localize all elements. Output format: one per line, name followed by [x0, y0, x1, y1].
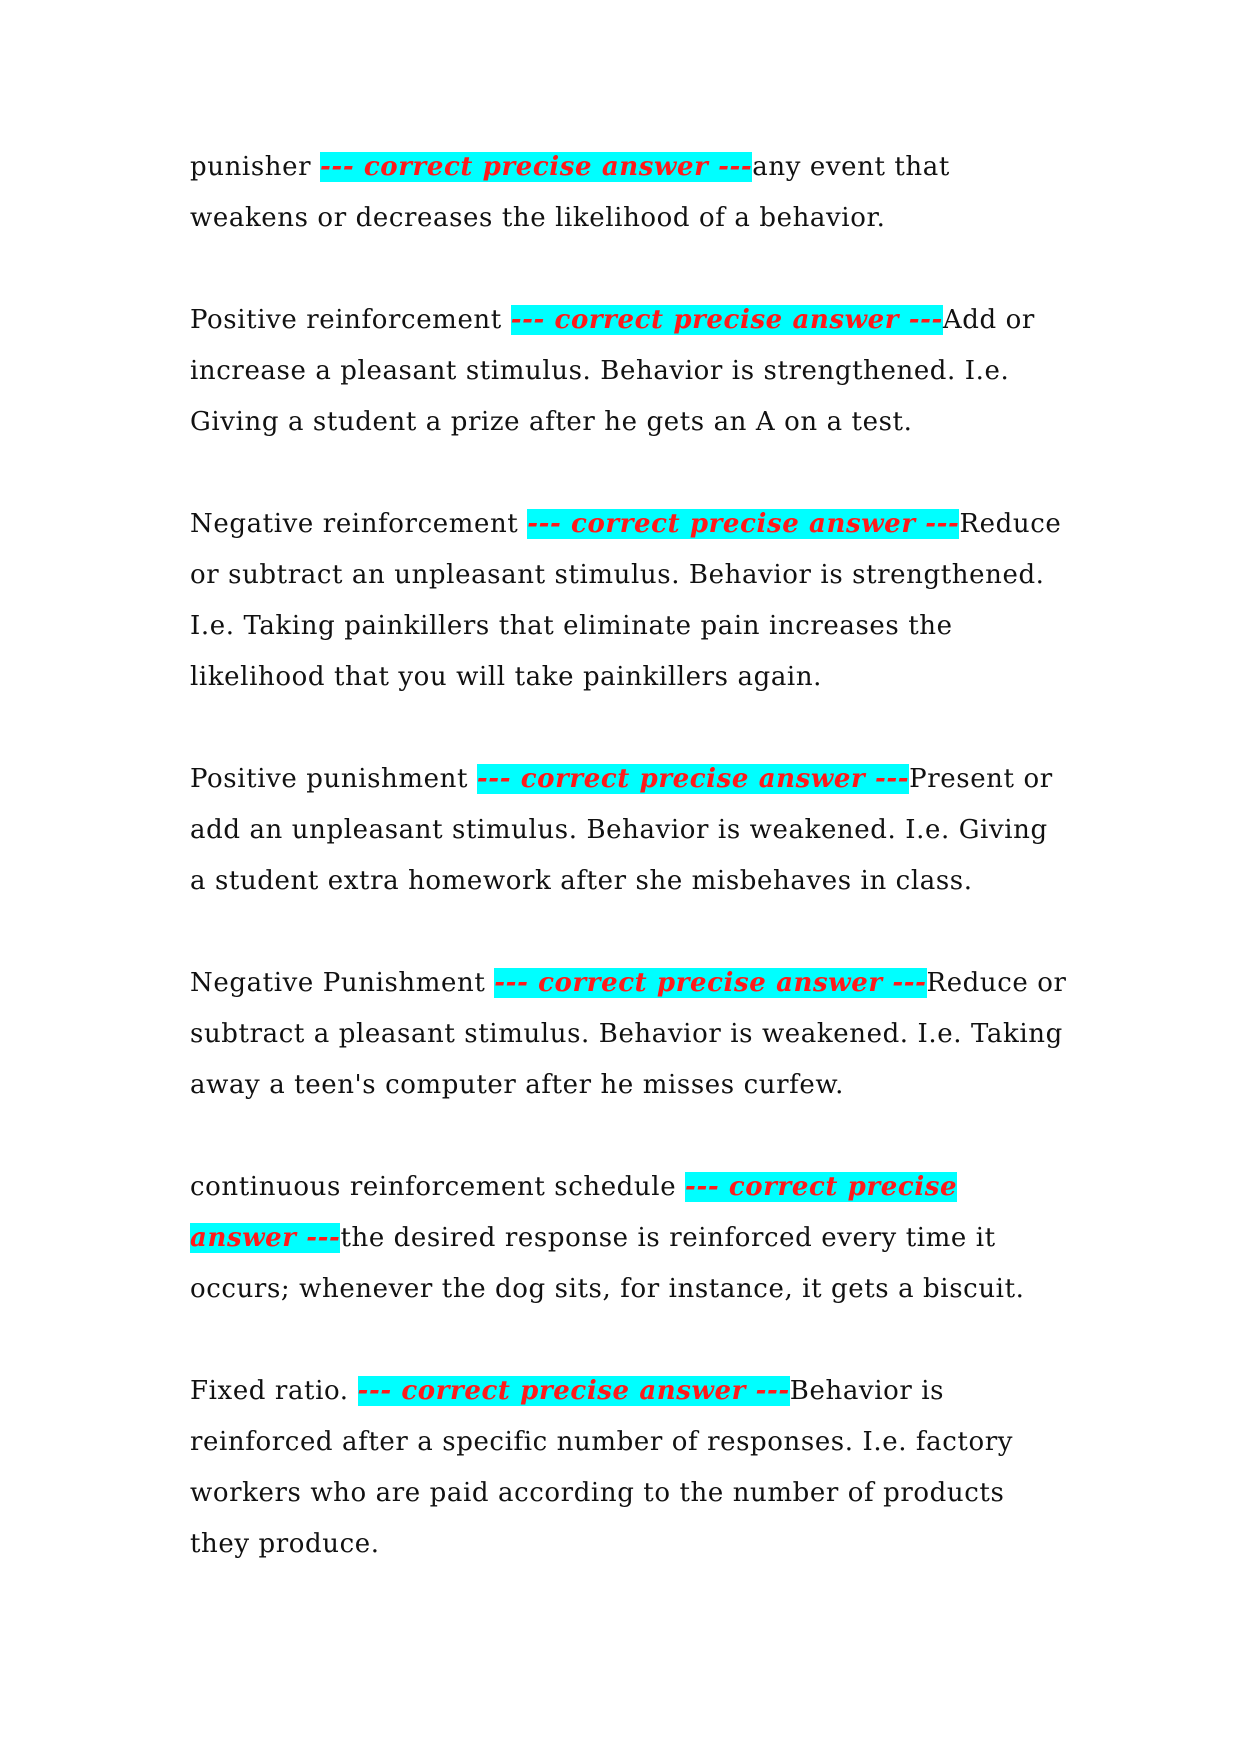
- definition: any event that weakens or decreases the likelihood of a behavior.: [190, 152, 950, 233]
- answer-highlight: --- correct precise answer ---: [320, 152, 753, 182]
- term: Negative Punishment: [190, 968, 495, 998]
- term: Fixed ratio.: [190, 1376, 358, 1406]
- answer-highlight: --- correct precise answer ---: [527, 509, 960, 539]
- term: punisher: [190, 152, 321, 182]
- answer-highlight: --- correct precise answer ---: [510, 305, 943, 335]
- flashcard-entry: [190, 1366, 1070, 1570]
- flashcard-entry: [190, 754, 1070, 907]
- definition: Reduce or subtract an unpleasant stimulus. Behavior is strengthened. I.e. Taking painkillers that eliminate pain increases the likelihood that you will take painkillers again.: [190, 509, 1062, 692]
- document-page: [190, 142, 1070, 1621]
- term: Positive reinforcement: [190, 305, 511, 335]
- flashcard-entry: [190, 142, 1070, 244]
- flashcard-entry: [190, 499, 1070, 703]
- term: continuous reinforcement schedule: [190, 1172, 686, 1202]
- answer-highlight: --- correct precise answer ---: [357, 1376, 790, 1406]
- term: Positive punishment: [190, 764, 477, 794]
- definition: Reduce or subtract a pleasant stimulus. Behavior is weakened. I.e. Taking away a teen's computer after he misses curfew.: [190, 968, 1067, 1100]
- flashcard-entry: [190, 1162, 1070, 1315]
- flashcard-entry: [190, 958, 1070, 1111]
- answer-highlight: --- correct precise answer ---: [476, 764, 910, 794]
- flashcard-entry: [190, 295, 1070, 448]
- definition: Behavior is reinforced after a specific number of responses. I.e. factory workers who are paid according to the number of products they produce.: [190, 1376, 1014, 1559]
- definition: Add or increase a pleasant stimulus. Behavior is strengthened. I.e. Giving a student a prize after he gets an A on a test.: [190, 305, 1035, 437]
- term: Negative reinforcement: [190, 509, 528, 539]
- answer-highlight: --- correct precise answer ---: [190, 1172, 958, 1253]
- answer-highlight: --- correct precise answer ---: [494, 968, 927, 998]
- definition: Present or add an unpleasant stimulus. Behavior is weakened. I.e. Giving a student extra homework after she misbehaves in class.: [190, 764, 1053, 896]
- definition: the desired response is reinforced every time it occurs; whenever the dog sits, for instance, it gets a biscuit.: [190, 1223, 1025, 1304]
